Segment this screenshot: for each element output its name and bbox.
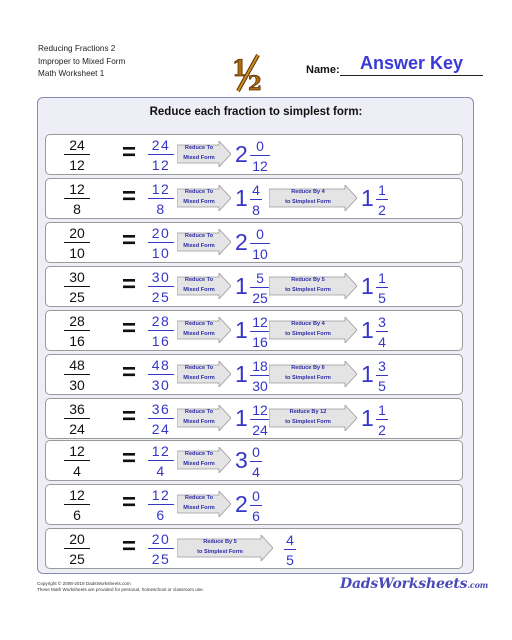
mixed-number-fraction [250,402,270,438]
arrow-label-line-1: Reduce By 4 [291,189,325,195]
arrow-label-line-2: Mixed Form [183,461,215,467]
arrow-label-line-2: Mixed Form [183,243,215,249]
simplest-form-arrow [269,273,357,299]
mixed-number-fraction-denominator: 8 [252,202,260,218]
fraction-bar [376,287,388,288]
fraction-bar [250,287,270,288]
arrow-label-line-1: Reduce To [184,189,214,195]
answer-fraction [148,487,174,523]
problem-row [45,484,463,525]
arrow-label-line-1: Reduce To [184,451,214,457]
fraction-bar [64,460,90,461]
answer-fraction-numerator: 36 [151,401,171,417]
mixed-number [235,270,270,304]
answer-fraction-denominator: 6 [156,507,166,523]
mixed-number-fraction-denominator: 30 [252,378,268,394]
simplest-fraction-fraction-denominator: 5 [286,552,294,568]
answer-fraction-numerator: 12 [151,443,171,459]
problem-fraction-numerator: 12 [69,181,85,197]
fraction-bar [64,504,90,505]
fraction-bar [284,549,296,550]
copyright-line-2: These Math Worksheets are provided for personal, homeschool or classroom use. [37,587,204,592]
copyright-line-1: Copyright © 2008-2019 DadsWorksheets.com [37,581,131,586]
simplest-mixed-number-whole: 1 [361,317,374,343]
mixed-number-fraction [250,270,270,306]
problem-fraction [64,181,90,217]
mixed-number-fraction [250,314,270,350]
mixed-number-fraction [250,182,262,218]
brand-suffix: .com [467,580,488,590]
problem-fraction-denominator: 25 [69,289,85,305]
simplest-mixed-number-fraction [376,314,388,350]
mixed-number-fraction-numerator: 0 [252,444,260,460]
fraction-bar [64,418,90,419]
answer-fraction [148,181,174,217]
fraction-bar [148,286,174,287]
arrow-label-line-1: Reduce By 6 [291,365,325,371]
simplest-mixed-number-whole: 1 [361,185,374,211]
arrow-label-line-2: to Simplest Form [285,419,331,425]
fraction-bar [148,548,174,549]
simplest-mixed-number [361,358,388,392]
problem-fraction-numerator: 20 [69,225,85,241]
arrow-label-line-1: Reduce To [184,365,214,371]
simplest-form-arrow [269,317,357,343]
problem-fraction-numerator: 20 [69,531,85,547]
simplest-mixed-number-fraction-numerator: 1 [378,182,386,198]
mixed-number-whole: 1 [235,185,248,211]
problem-row [45,178,463,219]
mixed-number-fraction [250,226,270,262]
simplest-mixed-number-fraction-numerator: 3 [378,358,386,374]
equals-sign: = [122,183,137,210]
problem-fraction-denominator: 16 [69,333,85,349]
simplest-mixed-number-fraction [376,402,388,438]
title-line-2: Improper to Mixed Form [38,56,126,66]
problem-fraction-denominator: 4 [73,463,81,479]
problem-row [45,354,463,395]
mixed-number-fraction-numerator: 4 [252,182,260,198]
name-line [340,75,483,76]
problem-fraction-denominator: 25 [69,551,85,567]
fraction-bar [250,461,262,462]
simplest-mixed-number [361,270,388,304]
equals-sign: = [122,445,137,472]
fraction-bar [148,418,174,419]
answer-fraction-denominator: 4 [156,463,166,479]
brand-name: DadsWorksheets [340,576,468,592]
problem-fraction-numerator: 12 [69,443,85,459]
answer-fraction-denominator: 24 [151,421,171,437]
instructions: Reduce each fraction to simplest form: [149,106,363,118]
simplest-mixed-number-fraction-denominator: 5 [378,378,386,394]
mixed-number-fraction-denominator: 10 [252,246,268,262]
mixed-number-whole: 2 [235,141,248,167]
mixed-form-arrow [177,141,231,167]
fraction-bar [64,330,90,331]
answer-fraction-numerator: 20 [151,225,171,241]
arrow-label-line-2: Mixed Form [183,419,215,425]
arrow-label-line-1: Reduce By 12 [289,409,327,415]
mixed-number [235,226,270,260]
mixed-number-fraction [250,358,270,394]
fraction-bar [64,242,90,243]
fraction-bar [250,375,270,376]
mixed-number-whole: 2 [235,491,248,517]
mixed-number-whole: 1 [235,317,248,343]
simplest-mixed-number-fraction [376,358,388,394]
title-line-1: Reducing Fractions 2 [38,44,116,53]
mixed-number-fraction-denominator: 16 [252,334,268,350]
mixed-number-whole: 1 [235,405,248,431]
problem-row [45,134,463,175]
fraction-bar [64,548,90,549]
simplest-mixed-number-fraction-numerator: 1 [378,402,386,418]
simplest-mixed-number-fraction-denominator: 2 [378,202,386,218]
arrow-label-line-2: Mixed Form [183,199,215,205]
mixed-number-fraction [250,444,262,480]
answer-fraction-numerator: 28 [151,313,171,329]
fraction-bar [250,199,262,200]
simplest-mixed-number-whole: 1 [361,405,374,431]
mixed-number-whole: 1 [235,361,248,387]
problem-fraction [64,313,90,349]
mixed-form-arrow [177,317,231,343]
answer-fraction-numerator: 20 [151,531,171,547]
equals-sign: = [122,489,137,516]
answer-fraction [148,313,174,349]
answer-fraction [148,137,174,173]
mixed-form-arrow [177,185,231,211]
mixed-number-fraction-denominator: 4 [252,464,260,480]
problem-fraction-denominator: 10 [69,245,85,261]
fraction-bar [376,419,388,420]
answer-fraction-numerator: 24 [151,137,171,153]
arrow-label-line-2: to Simplest Form [285,199,331,205]
mixed-number [235,488,262,522]
mixed-number-fraction-numerator: 5 [256,270,264,286]
answer-fraction-numerator: 12 [151,181,171,197]
equals-sign: = [122,533,137,560]
problem-row [45,310,463,351]
fraction-bar [148,242,174,243]
worksheet-header [38,43,125,81]
copyright [37,581,204,593]
name-label: Name: [306,64,340,76]
mixed-form-arrow [177,405,231,431]
mixed-number-whole: 2 [235,229,248,255]
problem-fraction-denominator: 12 [69,157,85,173]
equals-sign: = [122,139,137,166]
arrow-label-line-2: Mixed Form [183,155,215,161]
mixed-form-arrow [177,361,231,387]
mixed-form-arrow [177,229,231,255]
fraction-bar [64,198,90,199]
mixed-number [235,402,270,436]
simplest-mixed-number-fraction-numerator: 1 [378,270,386,286]
arrow-label-line-1: Reduce By 5 [291,277,325,283]
problem-row [45,440,463,481]
answer-key-title: Answer Key [359,53,464,73]
mixed-number-whole: 3 [235,447,248,473]
arrow-label-line-2: Mixed Form [183,505,215,511]
simplest-mixed-number-fraction [376,270,388,306]
answer-fraction [148,443,174,479]
mixed-form-arrow [177,491,231,517]
simplest-mixed-number [361,182,388,216]
mixed-number-whole: 1 [235,273,248,299]
answer-fraction [148,531,174,567]
mixed-number [235,358,270,392]
problem-row [45,266,463,307]
arrow-label-line-2: to Simplest Form [197,549,243,555]
answer-fraction-denominator: 16 [151,333,171,349]
problem-fraction-numerator: 36 [69,401,85,417]
fraction-bar [64,154,90,155]
arrow-label-line-2: to Simplest Form [285,375,331,381]
answer-fraction-denominator: 30 [151,377,171,393]
equals-sign: = [122,271,137,298]
fraction-bar [148,198,174,199]
mixed-number-fraction-numerator: 0 [256,226,264,242]
brand-logo [340,576,488,592]
problem-fraction-denominator: 6 [73,507,81,523]
simplest-mixed-number [361,314,388,348]
mixed-number-fraction-numerator: 0 [252,488,260,504]
mixed-number [235,444,262,478]
simplest-mixed-number-fraction-denominator: 4 [378,334,386,350]
problem-fraction-numerator: 30 [69,269,85,285]
fraction-bar [250,331,270,332]
problem-fraction [64,487,90,523]
arrow-label-line-1: Reduce To [184,233,214,239]
answer-fraction-numerator: 12 [151,487,171,503]
problem-fraction [64,137,90,173]
fraction-bar [250,505,262,506]
fraction-bar [376,331,388,332]
mixed-number-fraction [250,488,262,524]
simplest-form-arrow [269,185,357,211]
fraction-bar [148,154,174,155]
simplest-form-arrow [269,361,357,387]
mixed-form-arrow [177,273,231,299]
mixed-number [235,182,262,216]
arrow-label-line-1: Reduce To [184,321,214,327]
problem-fraction [64,225,90,261]
logo-numerator: 1 [232,56,248,82]
fraction-bar [148,504,174,505]
mixed-number-fraction [250,138,270,174]
answer-fraction-numerator: 48 [151,357,171,373]
simplest-mixed-number [361,402,388,436]
mixed-number-fraction-numerator: 12 [252,402,268,418]
equals-sign: = [122,403,137,430]
mixed-number-fraction-denominator: 25 [252,290,268,306]
arrow-label-line-1: Reduce To [184,495,214,501]
problem-fraction-numerator: 24 [69,137,85,153]
simplest-mixed-number-fraction-denominator: 5 [378,290,386,306]
fraction-bar [148,374,174,375]
simplest-mixed-number-whole: 1 [361,361,374,387]
problem-row [45,222,463,263]
arrow-label-line-2: to Simplest Form [285,287,331,293]
equals-sign: = [122,315,137,342]
arrow-label-line-2: Mixed Form [183,375,215,381]
title-line-3: Math Worksheet 1 [38,69,105,78]
simplest-fraction-fraction-numerator: 4 [286,532,294,548]
arrow-label-line-1: Reduce To [184,409,214,415]
mixed-number-fraction-denominator: 24 [252,422,268,438]
equals-sign: = [122,227,137,254]
mixed-number-fraction-denominator: 6 [252,508,260,524]
mixed-number-fraction-numerator: 18 [252,358,268,374]
fraction-bar [148,460,174,461]
mixed-number-fraction-denominator: 12 [252,158,268,174]
answer-fraction-denominator: 10 [151,245,171,261]
mixed-number [235,314,270,348]
arrow-label-line-1: Reduce By 5 [203,539,237,545]
equals-sign: = [122,359,137,386]
problem-fraction-denominator: 8 [73,201,81,217]
fraction-bar [64,374,90,375]
mixed-number-fraction-numerator: 12 [252,314,268,330]
problem-fraction-numerator: 48 [69,357,85,373]
fraction-bar [250,155,270,156]
problem-fraction [64,401,90,437]
answer-fraction-denominator: 12 [151,157,171,173]
arrow-label-line-2: to Simplest Form [285,331,331,337]
simplest-mixed-number-fraction [376,182,388,218]
problem-row [45,398,463,439]
answer-fraction [148,225,174,261]
logo-denominator: 2 [248,71,262,94]
mixed-number-fraction-numerator: 0 [256,138,264,154]
simplest-mixed-number-whole: 1 [361,273,374,299]
one-half-logo-icon [226,52,270,94]
problem-fraction [64,357,90,393]
fraction-bar [64,286,90,287]
fraction-bar [250,243,270,244]
problem-row [45,528,463,569]
problem-fraction-denominator: 30 [69,377,85,393]
simplest-form-arrow [269,405,357,431]
answer-fraction [148,269,174,305]
answer-fraction-denominator: 25 [151,551,171,567]
answer-fraction-numerator: 30 [151,269,171,285]
arrow-label-line-1: Reduce By 4 [291,321,325,327]
mixed-number [235,138,270,172]
answer-fraction-denominator: 25 [151,289,171,305]
problem-fraction [64,269,90,305]
problem-fraction-numerator: 28 [69,313,85,329]
answer-fraction [148,401,174,437]
mixed-form-arrow [177,447,231,473]
problem-fraction-numerator: 12 [69,487,85,503]
simplest-fraction-fraction [284,532,296,568]
reduce-arrow [177,535,273,561]
arrow-label-line-1: Reduce To [184,145,214,151]
arrow-label-line-1: Reduce To [184,277,214,283]
fraction-bar [376,199,388,200]
problem-fraction [64,443,90,479]
simplest-mixed-number-fraction-numerator: 3 [378,314,386,330]
fraction-bar [148,330,174,331]
problem-fraction [64,531,90,567]
arrow-label-line-2: Mixed Form [183,287,215,293]
arrow-label-line-2: Mixed Form [183,331,215,337]
answer-fraction [148,357,174,393]
answer-fraction-denominator: 8 [156,201,166,217]
problem-fraction-denominator: 24 [69,421,85,437]
simplest-fraction [284,532,296,566]
fraction-bar [250,419,270,420]
fraction-bar [376,375,388,376]
simplest-mixed-number-fraction-denominator: 2 [378,422,386,438]
